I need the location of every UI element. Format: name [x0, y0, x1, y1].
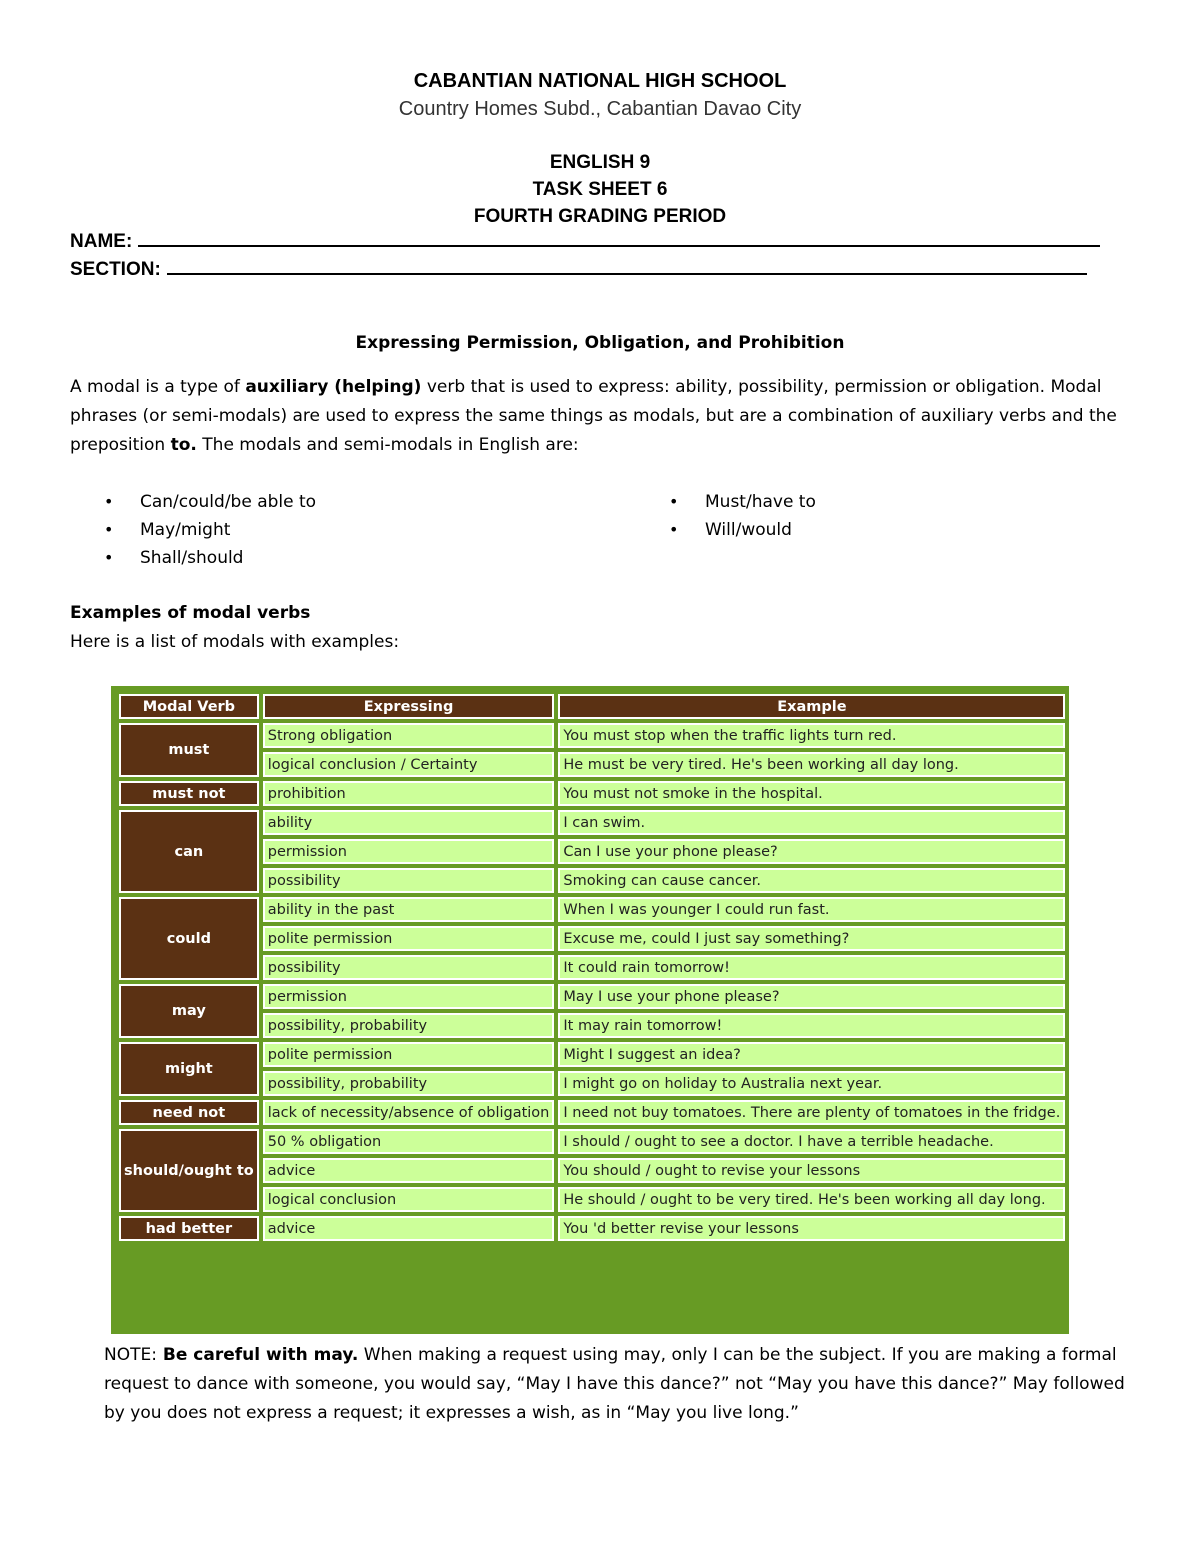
section-label: SECTION: [70, 259, 161, 280]
table-row [119, 984, 1065, 1009]
example-cell: Can I use your phone please? [558, 839, 1065, 864]
intro-to: to. [170, 435, 197, 455]
table-row [119, 1216, 1065, 1241]
expressing-cell: possibility [263, 868, 555, 893]
example-cell: He should / ought to be very tired. He's been working all day long. [558, 1187, 1065, 1212]
example-cell: You 'd better revise your lessons [558, 1216, 1065, 1241]
modal-table [115, 690, 1069, 1245]
example-cell: I should / ought to see a doctor. I have a terrible headache. [558, 1129, 1065, 1154]
example-cell: He must be very tired. He's been working all day long. [558, 752, 1065, 777]
modal-verb-cell: could [119, 897, 259, 980]
expressing-cell: permission [263, 984, 555, 1009]
modal-verb-cell: might [119, 1042, 259, 1096]
subject-title: ENGLISH 9 [549, 152, 651, 173]
modal-verb-cell: may [119, 984, 259, 1038]
header-expressing: Expressing [263, 694, 555, 719]
modal-verbs-table [111, 686, 1069, 1334]
school-name: CABANTIAN NATIONAL HIGH SCHOOL [413, 70, 787, 92]
list-item: • Can/could/be able to [101, 488, 316, 516]
modal-verb-cell: should/ought to [119, 1129, 259, 1212]
task-title: TASK SHEET 6 [532, 179, 668, 200]
header-example: Example [558, 694, 1065, 719]
table-row [119, 1158, 1065, 1183]
modal-verb-cell: need not [119, 1100, 259, 1125]
example-cell: May I use your phone please? [558, 984, 1065, 1009]
table-body [119, 723, 1065, 1241]
table-row [119, 868, 1065, 893]
table-row [119, 1187, 1065, 1212]
expressing-cell: possibility, probability [263, 1013, 555, 1038]
note-label: NOTE: [104, 1345, 157, 1365]
modal-list-right [666, 488, 816, 544]
example-cell: I might go on holiday to Australia next year. [558, 1071, 1065, 1096]
example-cell: Might I suggest an idea? [558, 1042, 1065, 1067]
table-row [119, 781, 1065, 806]
table-row [119, 1013, 1065, 1038]
table-row [119, 897, 1065, 922]
expressing-cell: logical conclusion [263, 1187, 555, 1212]
expressing-cell: 50 % obligation [263, 1129, 555, 1154]
expressing-cell: ability in the past [263, 897, 555, 922]
examples-heading: Examples of modal verbs [70, 603, 311, 623]
header-modal-verb: Modal Verb [119, 694, 259, 719]
expressing-cell: logical conclusion / Certainty [263, 752, 555, 777]
example-cell: You must stop when the traffic lights turn red. [558, 723, 1065, 748]
table-header-row [119, 694, 1065, 719]
list-item: • May/might [101, 516, 316, 544]
expressing-cell: ability [263, 810, 555, 835]
note-careful: Be careful with [156, 1345, 314, 1365]
expressing-cell: advice [263, 1216, 555, 1241]
example-cell: Smoking can cause cancer. [558, 868, 1065, 893]
table-row [119, 1129, 1065, 1154]
modal-verb-cell: must [119, 723, 259, 777]
expressing-cell: polite permission [263, 1042, 555, 1067]
expressing-cell: polite permission [263, 926, 555, 951]
expressing-cell: permission [263, 839, 555, 864]
example-cell: It may rain tomorrow! [558, 1013, 1065, 1038]
name-label: NAME: [70, 231, 133, 252]
modal-list-left [101, 488, 316, 572]
table-row [119, 752, 1065, 777]
modal-verb-cell: can [119, 810, 259, 893]
example-cell: You should / ought to revise your lessons [558, 1158, 1065, 1183]
modal-verb-cell: must not [119, 781, 259, 806]
note-may: may. [313, 1345, 359, 1365]
list-item: • Will/would [666, 516, 816, 544]
examples-intro: Here is a list of modals with examples: [70, 632, 400, 652]
expressing-cell: possibility [263, 955, 555, 980]
list-item: • Must/have to [666, 488, 816, 516]
section-field[interactable] [70, 259, 1087, 281]
table-row [119, 1042, 1065, 1067]
modal-verb-cell: had better [119, 1216, 259, 1241]
school-address: Country Homes Subd., Cabantian Davao City [398, 98, 802, 120]
expressing-cell: advice [263, 1158, 555, 1183]
expressing-cell: Strong obligation [263, 723, 555, 748]
table-row [119, 839, 1065, 864]
example-cell: You must not smoke in the hospital. [558, 781, 1065, 806]
name-blank-line[interactable] [138, 231, 1100, 247]
table-row [119, 926, 1065, 951]
intro-paragraph [70, 373, 1130, 460]
example-cell: I need not buy tomatoes. There are plenty of tomatoes in the fridge. [558, 1100, 1065, 1125]
table-row [119, 955, 1065, 980]
lesson-title: Expressing Permission, Obligation, and Prohibition [355, 333, 845, 353]
table-row [119, 723, 1065, 748]
example-cell: When I was younger I could run fast. [558, 897, 1065, 922]
example-cell: It could rain tomorrow! [558, 955, 1065, 980]
table-row [119, 810, 1065, 835]
table-row [119, 1071, 1065, 1096]
intro-bold-term: auxiliary (helping) [245, 377, 422, 397]
example-cell: I can swim. [558, 810, 1065, 835]
example-cell: Excuse me, could I just say something? [558, 926, 1065, 951]
note-text: When making a request using may, only I can be the subject. If you are making a formal request to dance with someone, you would say, “May I have this dance?” not “May you have this dance?” May followed by you does not express a request; it expresses a wish, as in “May you live long.” [104, 1345, 1125, 1423]
grading-period: FOURTH GRADING PERIOD [473, 206, 727, 227]
note-paragraph [104, 1341, 1144, 1428]
intro-text-3: The modals and semi-modals in English are: [196, 435, 579, 455]
table-row [119, 1100, 1065, 1125]
name-field[interactable] [70, 231, 1100, 253]
expressing-cell: lack of necessity/absence of obligation [263, 1100, 555, 1125]
expressing-cell: possibility, probability [263, 1071, 555, 1096]
intro-text-1: A modal is a type of [70, 377, 246, 397]
intro-text-2: verb that is used to express: ability, possibility, permission or obligation. Modal phrases (or semi-modals) are used to express the same things as modals, but are a combination of auxiliary verbs and the preposition [70, 377, 1117, 455]
list-item: • Shall/should [101, 544, 316, 572]
section-blank-line[interactable] [167, 259, 1087, 275]
expressing-cell: prohibition [263, 781, 555, 806]
